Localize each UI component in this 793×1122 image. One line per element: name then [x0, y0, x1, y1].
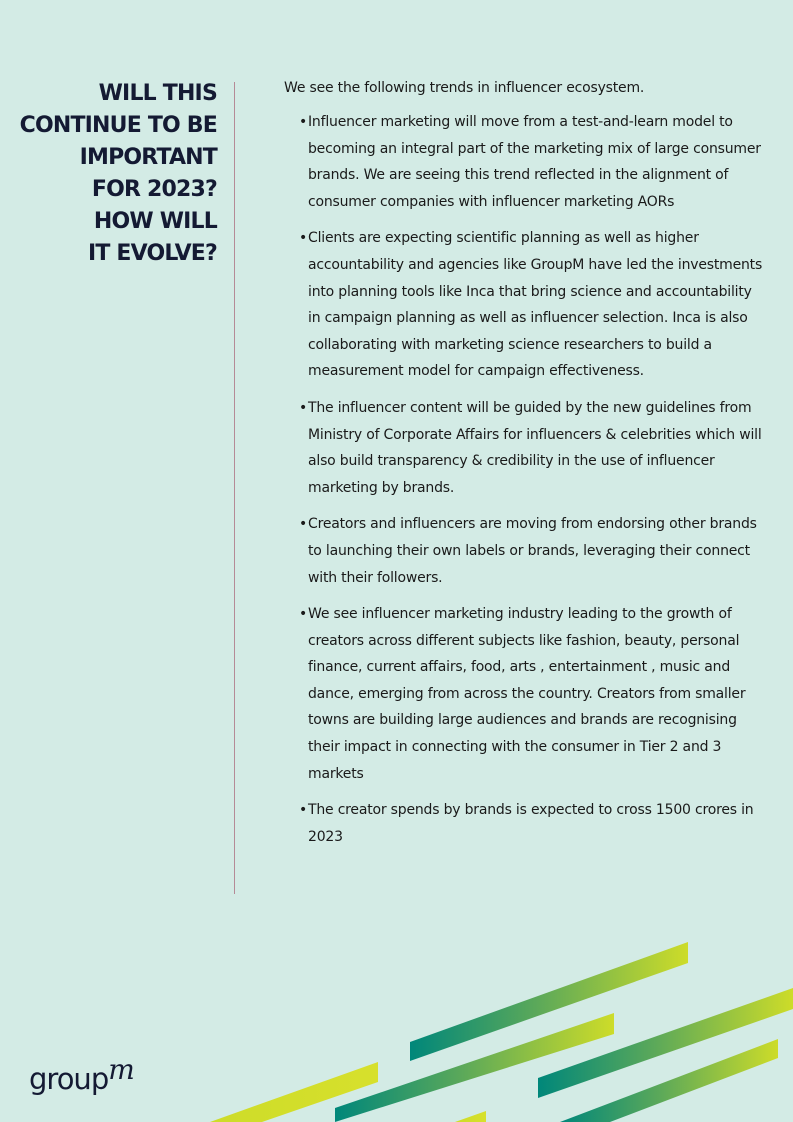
heading-line: IT EVOLVE? [87, 241, 217, 266]
list-item: • The creator spends by brands is expected to cross 1500 crores in 2023 [284, 797, 764, 850]
heading-line: CONTINUE TO BE [19, 113, 217, 138]
list-item: • Creators and influencers are moving from endorsing other brands to launching their own labels or brands, leveraging their connect with their followers. [284, 511, 764, 591]
list-item: • Clients are expecting scientific planning as well as higher accountability and agencies like GroupM have led the investments into planning tools like Inca that bring science and accountability in campaign planning as well as influencer selection. Inca is also collaborating with marketing science researchers to build a measurement model for campaign effectiveness. [284, 225, 764, 385]
intro-text: We see the following trends in influencer ecosystem. [284, 80, 645, 96]
list-item: • We see influencer marketing industry leading to the growth of creators across different subjects like fashion, beauty, personal finance, current affairs, food, arts , entertainment , music and dance, emerging from across the country. Creators from smaller towns are building large audiences and brands are recognising their impact in connecting with the consumer in Tier 2 and 3 markets [284, 601, 764, 787]
list-item: • Influencer marketing will move from a test-and-learn model to becoming an integral part of the marketing mix of large consumer brands. We are seeing this trend reflected in the alignment of consumer companies with influencer marketing AORs [284, 109, 764, 215]
heading-line: WILL THIS [98, 81, 217, 106]
list-item: • The influencer content will be guided by the new guidelines from Ministry of Corporate Affairs for influencers & celebrities which will also build transparency & credibility in the use of influencer marketing by brands. [284, 395, 764, 501]
heading-line: FOR 2023? [91, 177, 217, 202]
heading-line: HOW WILL [93, 209, 217, 234]
heading-line: IMPORTANT [79, 145, 217, 170]
stripe [455, 1111, 486, 1122]
logo-superscript: m [108, 1053, 134, 1086]
groupm-logo [29, 1053, 134, 1096]
logo-text: group [29, 1062, 109, 1096]
